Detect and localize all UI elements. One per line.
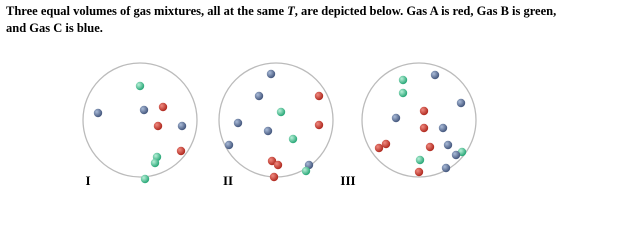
container-label: II [222, 173, 234, 188]
container-I [83, 63, 197, 188]
gas-a-molecule [420, 124, 428, 132]
gas-b-molecule [416, 156, 424, 164]
gas-c-molecule [444, 141, 452, 149]
gas-b-molecule [289, 135, 297, 143]
gas-c-molecule [234, 119, 242, 127]
gas-b-molecule [399, 89, 407, 97]
gas-b-molecule [136, 82, 144, 90]
gas-c-molecule [457, 99, 465, 107]
gas-a-molecule [420, 107, 428, 115]
gas-c-molecule [178, 122, 186, 130]
gas-c-molecule [255, 92, 263, 100]
gas-c-molecule [431, 71, 439, 79]
gas-b-molecule [277, 108, 285, 116]
gas-a-molecule [270, 173, 278, 181]
gas-b-molecule [302, 167, 310, 175]
gas-c-molecule [267, 70, 275, 78]
gas-a-molecule [177, 147, 185, 155]
gas-a-molecule [382, 140, 390, 148]
question-text-part2: , are depicted below. Gas A is red, Gas B is green, [294, 4, 557, 18]
gas-c-molecule [439, 124, 447, 132]
gas-a-molecule [274, 161, 282, 169]
container-III [340, 63, 476, 188]
gas-a-molecule [159, 103, 167, 111]
question-text-part1: Three equal volumes of gas mixtures, all at the same [6, 4, 288, 18]
question-text-line2: and Gas C is blue. [6, 21, 103, 35]
container-label: I [85, 173, 91, 188]
gas-c-molecule [225, 141, 233, 149]
gas-c-molecule [442, 164, 450, 172]
gas-a-molecule [426, 143, 434, 151]
gas-a-molecule [315, 121, 323, 129]
container-label: III [340, 173, 356, 188]
gas-b-molecule [399, 76, 407, 84]
gas-c-molecule [94, 109, 102, 117]
gas-c-molecule [452, 151, 460, 159]
gas-c-molecule [140, 106, 148, 114]
gas-c-molecule [264, 127, 272, 135]
gas-b-molecule [151, 159, 159, 167]
gas-c-molecule [392, 114, 400, 122]
gas-a-molecule [154, 122, 162, 130]
container-circle [83, 63, 197, 177]
gas-a-molecule [415, 168, 423, 176]
gas-b-molecule [141, 175, 149, 183]
temperature-variable: T [287, 4, 295, 18]
gas-a-molecule [315, 92, 323, 100]
container-II [219, 63, 333, 188]
